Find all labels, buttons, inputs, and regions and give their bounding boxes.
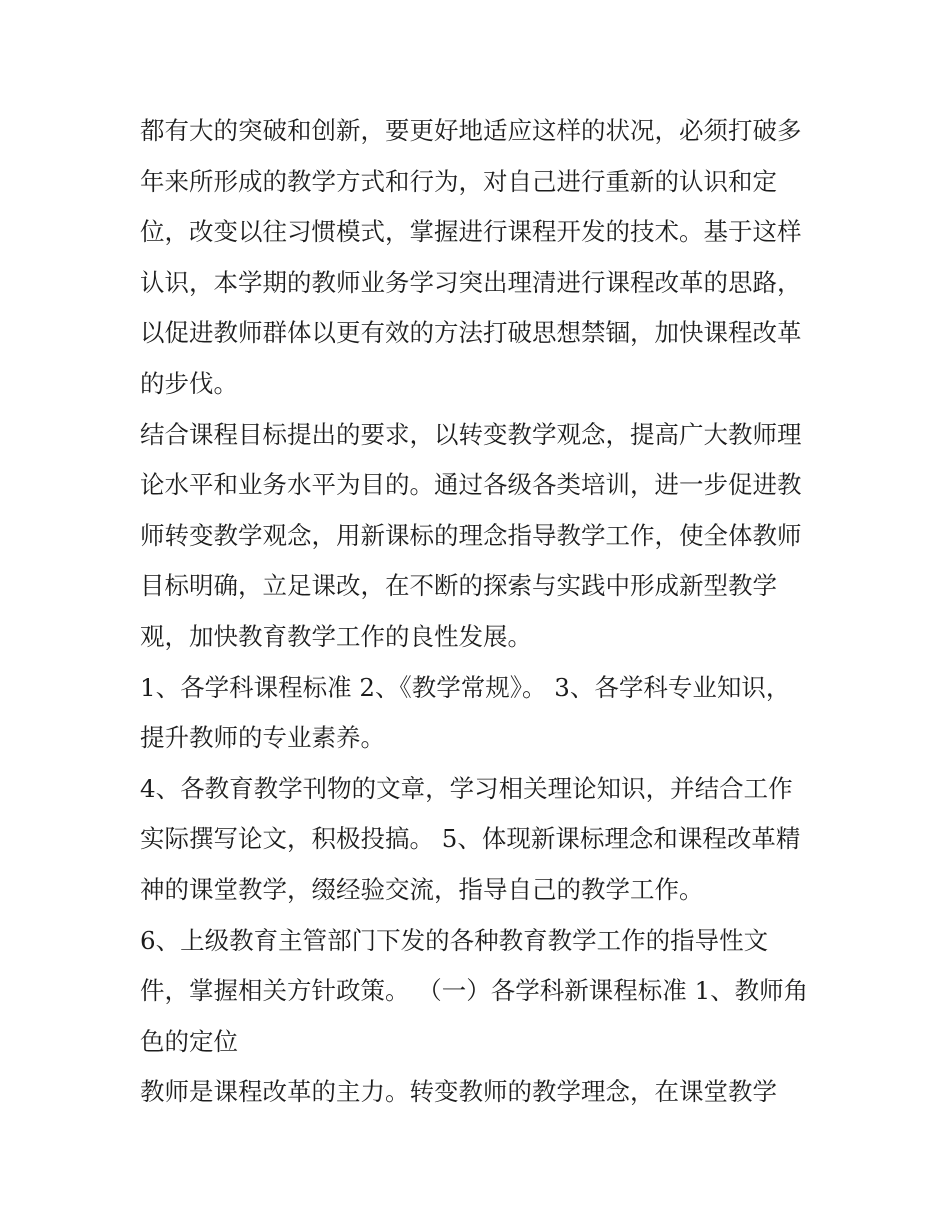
paragraph — [140, 410, 830, 663]
text-line: 位，改变以往习惯模式，掌握进行课程开发的技术。基于这样 — [140, 217, 802, 247]
text-line: 件，掌握相关方针政策。 （一）各学科新课程标准 1、教师角 — [140, 976, 809, 1006]
text-line: 认识，本学期的教师业务学习突出理清进行课程改革的思路， — [140, 267, 802, 297]
paragraph — [140, 1067, 830, 1118]
text-line: 结合课程目标提出的要求，以转变教学观念，提高广大教师理 — [140, 419, 802, 449]
paragraph — [140, 106, 830, 410]
text-line: 都有大的突破和创新，要更好地适应这样的状况，必须打破多 — [140, 116, 802, 145]
text-line: 的步伐。 — [140, 368, 238, 398]
text-line: 观，加快教育教学工作的良性发展。 — [140, 621, 532, 651]
text-line: 实际撰写论文，积极投搞。 5、体现新课标理念和课程改革精 — [140, 824, 801, 854]
text-line: 6、上级教育主管部门下发的各种教育教学工作的指导性文 — [140, 925, 769, 955]
text-line: 目标明确，立足课改，在不断的探索与实践中形成新型教学 — [140, 571, 777, 601]
text-line: 色的定位 — [140, 1026, 238, 1056]
text-line: 4、各教育教学刊物的文章，学习相关理论知识，并结合工作 — [140, 773, 793, 803]
text-line: 以促进教师群体以更有效的方法打破思想禁锢，加快课程改革 — [140, 318, 802, 348]
text-line: 1、各学科课程标准 2、《教学常规》。 3、各学科专业知识， — [140, 672, 791, 702]
paragraph — [140, 764, 830, 916]
paragraph — [140, 916, 830, 1068]
text-line: 提升教师的专业素养。 — [140, 723, 385, 753]
text-line: 师转变教学观念，用新课标的理念指导教学工作，使全体教师 — [140, 520, 802, 550]
document-body — [140, 106, 830, 1118]
text-line: 年来所形成的教学方式和行为，对自己进行重新的认识和定 — [140, 166, 777, 196]
text-line: 教师是课程改革的主力。转变教师的教学理念，在课堂教学 — [140, 1077, 777, 1107]
text-line: 神的课堂教学，缀经验交流，指导自己的教学工作。 — [140, 874, 704, 904]
paragraph — [140, 663, 830, 764]
text-line: 论水平和业务水平为目的。通过各级各类培训，进一步促进教 — [140, 470, 802, 500]
